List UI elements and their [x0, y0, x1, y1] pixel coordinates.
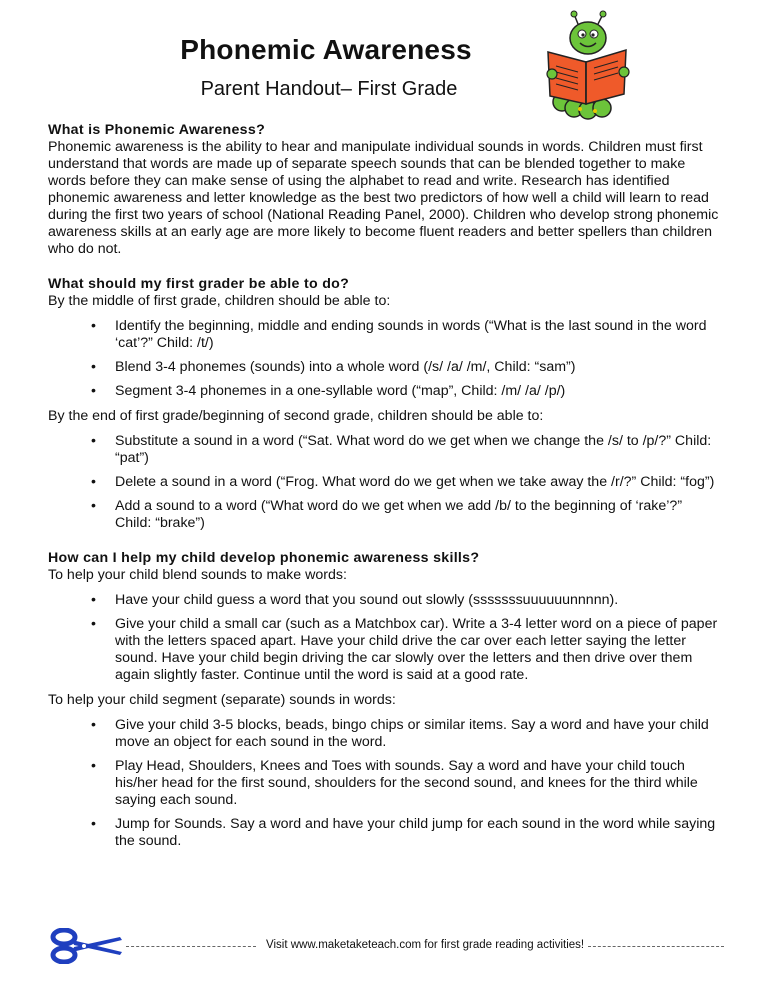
bullet-list [48, 592, 720, 684]
list-item: • Play Head, Shoulders, Knees and Toes with sounds. Say a word and have your child touch his/her head for the first sound, shoulders for the second sound, and knees for the third while saying each sound. [48, 758, 720, 809]
bookworm-reading-icon [540, 10, 636, 122]
list-item: • Have your child guess a word that you sound out slowly (sssssssuuuuuunnnnn). [48, 592, 720, 609]
section-intro: By the end of first grade/beginning of second grade, children should be able to: [48, 408, 544, 424]
scissors-icon [50, 928, 124, 964]
list-item: • Jump for Sounds. Say a word and have your child jump for each sound in the word while saying the sound. [48, 816, 720, 850]
page-title: Phonemic Awareness [180, 34, 472, 65]
list-item: • Delete a sound in a word (“Frog. What word do we get when we take away the /r/?” Child: “fog”) [48, 474, 720, 491]
list-item: • Give your child a small car (such as a Matchbox car). Write a 3-4 letter word on a piece of paper with the letters spaced apart. Have your child drive the car over each letter saying the letter sound. Have your child begin driving the car slowly over the letters and then drive over them again slightly faster. Continue until the word is said at a good rate. [48, 616, 720, 684]
list-item: • Add a sound to a word (“What word do we get when we add /b/ to the beginning of ‘rake’?” Child: “brake”) [48, 498, 720, 532]
cut-line-left [126, 946, 256, 947]
cut-line-right [588, 946, 724, 947]
list-item: • Identify the beginning, middle and ending sounds in words (“What is the last sound in the word ‘cat’?” Child: /t/) [48, 318, 720, 352]
handout-body [48, 122, 720, 850]
bullet-list [48, 318, 720, 400]
section-paragraph: Phonemic awareness is the ability to hear and manipulate individual sounds in words. Children must first understand that words are made up of separate speech sounds that can be blended together to make words before they can make sense of using the alphabet to read and write. Research has identified phonemic awareness and letter knowledge as the best two predictors of how well a child will learn to read during the first two years of school (National Reading Panel, 2000). Children who develop strong phonemic awareness skills at an early age are more likely to become fluent readers and better spellers than children who do not. [48, 139, 719, 257]
section-intro: To help your child segment (separate) sounds in words: [48, 692, 396, 708]
list-item: • Blend 3-4 phonemes (sounds) into a whole word (/s/ /a/ /m/, Child: “sam”) [48, 359, 720, 376]
bullet-list [48, 433, 720, 532]
bullet-list [48, 717, 720, 850]
list-item: • Give your child 3-5 blocks, beads, bingo chips or similar items. Say a word and have your child move an object for each sound in the word. [48, 717, 720, 751]
section-intro: To help your child blend sounds to make words: [48, 567, 347, 583]
section-heading: What should my first grader be able to do? [48, 276, 350, 292]
page-subtitle: Parent Handout– First Grade [200, 78, 458, 100]
section-heading: What is Phonemic Awareness? [48, 122, 266, 138]
section-intro: By the middle of first grade, children should be able to: [48, 293, 391, 309]
footer-text: Visit www.maketaketeach.com for first grade reading activities! [266, 939, 585, 951]
list-item: • Substitute a sound in a word (“Sat. What word do we get when we change the /s/ to /p/?” Child: “pat”) [48, 433, 720, 467]
list-item: • Segment 3-4 phonemes in a one-syllable word (“map”, Child: /m/ /a/ /p/) [48, 383, 720, 400]
footer [50, 928, 730, 964]
section-heading: How can I help my child develop phonemic awareness skills? [48, 550, 480, 566]
